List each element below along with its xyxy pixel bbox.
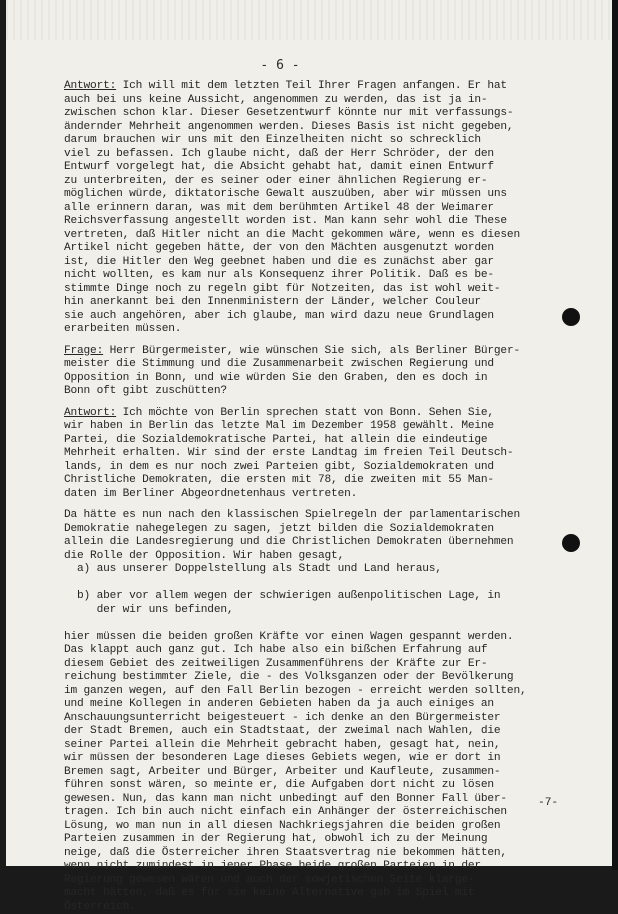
text-content: gewesen. Nun, das kann man nicht unbedingt auf den Bonner Fall über- [64, 793, 507, 805]
text-line [64, 712, 584, 726]
text-line [64, 161, 584, 175]
text-line [64, 420, 584, 434]
text-content: der Stadt Bremen, auch ein Stadtstaat, der zweimal nach Wahlen, die [64, 725, 500, 737]
text-content: Entwurf vorgelegt hat, die Absicht gehabt hat, damit einen Entwurf [64, 161, 494, 173]
speaker-label: Frage: [64, 345, 103, 357]
text-line [64, 617, 584, 631]
text-content: Christliche Demokraten, die ersten mit 78, die zweiten mit 55 Man- [64, 474, 494, 486]
text-content: seiner Partei allein die Mehrheit gebracht haben, gesagt hat, nein, [64, 739, 500, 751]
text-content: wir müssen der besonderen Lage dieses Gebiets wegen, wie er dort in [64, 752, 500, 764]
text-content: zwischen schon klar. Dieser Gesetzentwurf könnte nur mit verfassungs- [64, 107, 513, 119]
text-line [64, 269, 584, 283]
text-line [64, 202, 584, 216]
text-content: auch bei uns keine Aussicht, angenommen zu werden, das ist ja in- [64, 94, 487, 106]
text-content: Österreich. [64, 901, 136, 913]
text-line [64, 766, 584, 780]
text-line [64, 148, 584, 162]
text-content: Lösung, wo man nun in all diesen Nachkriegsjahren die beiden großen [64, 820, 500, 832]
text-content: der wir uns befinden, [64, 604, 233, 616]
text-content: wenn nicht zumindest in jener Phase beide großen Parteien in der [64, 860, 481, 872]
text-content: b) aber vor allem wegen der schwierigen außenpolitischen Lage, in [64, 590, 500, 602]
text-line [64, 310, 584, 324]
text-line [64, 631, 584, 645]
text-line [64, 874, 584, 888]
text-content: Reichsverfassung angestellt worden ist. Man kann sehr wohl die These [64, 215, 507, 227]
text-line [64, 887, 584, 901]
text-line [64, 563, 584, 577]
text-line [64, 461, 584, 475]
text-line [64, 577, 584, 591]
text-line [64, 590, 584, 604]
text-content: stimmte Dinge noch zu regeln gibt für Notzeiten, das ist wohl weit- [64, 283, 500, 295]
text-line [64, 488, 584, 502]
text-line [64, 779, 584, 793]
text-line [64, 793, 584, 807]
text-content: daten im Berliner Abgeordnetenhaus vertreten. [64, 488, 357, 500]
text-content: Ich möchte von Berlin sprechen statt von Bonn. Sehen Sie, [123, 407, 494, 419]
text-content: vertreten, daß Hitler nicht an die Macht gekommen wäre, wenn es diesen [64, 229, 520, 241]
text-line [64, 752, 584, 766]
text-content: hin anerkannt bei den Innenministern der Länder, welcher Couleur [64, 296, 481, 308]
text-line [64, 385, 584, 399]
document-body [64, 80, 584, 914]
text-line [64, 296, 584, 310]
text-content: tragen. Ich bin auch nicht einfach ein Anhänger der österreichischen [64, 806, 507, 818]
text-line [64, 806, 584, 820]
text-content: Das klappt auch ganz gut. Ich habe also ein bißchen Erfahrung auf [64, 644, 487, 656]
text-line [64, 345, 584, 359]
text-content: allein die Landesregierung und die Christlichen Demokraten übernehmen [64, 536, 513, 548]
punch-hole-icon [562, 308, 580, 326]
text-line [64, 604, 584, 618]
text-line [64, 215, 584, 229]
text-content: zu unterbreiten, der es seiner oder einer ähnlichen Regierung er- [64, 175, 487, 187]
text-content: alle erinnern daran, was mit dem berühmten Artikel 48 der Weimarer [64, 202, 494, 214]
paragraph-gap [64, 501, 584, 509]
text-line [64, 229, 584, 243]
text-content: sie auch angehören, aber ich glaube, man wird dazu neue Grundlagen [64, 310, 494, 322]
speaker-label: Antwort: [64, 407, 116, 419]
text-line [64, 523, 584, 537]
text-content: Herr Bürgermeister, wie wünschen Sie sich, als Berliner Bürger- [110, 345, 520, 357]
text-content: lands, in dem es nur noch zwei Parteien gibt, Sozialdemokraten und [64, 461, 494, 473]
text-line [64, 739, 584, 753]
text-content: Bonn oft gibt zuschütten? [64, 385, 227, 397]
text-content: führen sonst wären, so meinte er, die Aufgaben dort nicht zu lösen [64, 779, 494, 791]
text-line [64, 474, 584, 488]
text-line [64, 536, 584, 550]
paragraph-gap [64, 399, 584, 407]
text-line [64, 175, 584, 189]
text-line [64, 509, 584, 523]
text-content: erarbeiten müssen. [64, 323, 181, 335]
text-line [64, 358, 584, 372]
text-content: reichung bestimmter Ziele, die - des Volksganzen oder der Bevölkerung [64, 671, 513, 683]
text-content: hier müssen die beiden großen Kräfte vor einen Wagen gespannt werden. [64, 631, 513, 643]
text-line [64, 323, 584, 337]
text-line [64, 685, 584, 699]
text-content: Anschauungsunterricht beigesteuert - ich denke an den Bürgermeister [64, 712, 500, 724]
text-content: Bremen sagt, Arbeiter und Bürger, Arbeiter und Kaufleute, zusammen- [64, 766, 500, 778]
text-content: Ich will mit dem letzten Teil Ihrer Fragen anfangen. Er hat [123, 80, 507, 92]
text-content: möglichen würde, diktatorische Gewalt auszuüben, aber wir müssen uns [64, 188, 507, 200]
document-page [6, 0, 612, 866]
text-content: viel zu befassen. Ich glaube nicht, daß der Herr Schröder, der den [64, 148, 494, 160]
text-content: a) aus unserer Doppelstellung als Stadt und Land heraus, [64, 563, 442, 575]
text-line [64, 820, 584, 834]
text-line [64, 242, 584, 256]
page-number: - 6 - [250, 58, 310, 73]
text-line [64, 671, 584, 685]
text-content: Opposition in Bonn, und wie würden Sie den Graben, den es doch in [64, 372, 487, 384]
text-content: Parteien zusammen in der Regierung hat, obwohl ich zu der Meinung [64, 833, 487, 845]
text-line [64, 283, 584, 297]
text-content: die Rolle der Opposition. Wir haben gesagt, [64, 550, 344, 562]
text-content: Da hätte es nun nach den klassischen Spielregeln der parlamentarischen [64, 509, 520, 521]
text-content: macht hätten, daß es für sie keine Alternative gab im Spiel mit [64, 887, 474, 899]
text-line [64, 860, 584, 874]
text-content: ändernder Mehrheit angenommen werden. Dieses Basis ist nicht gegeben, [64, 121, 513, 133]
text-line [64, 644, 584, 658]
speaker-label: Antwort: [64, 80, 116, 92]
text-line [64, 434, 584, 448]
text-content: meister die Stimmung und die Zusammenarbeit zwischen Regierung und [64, 358, 494, 370]
next-page-marker: -7- [538, 797, 558, 809]
text-line [64, 107, 584, 121]
text-content: nicht wollten, es kam nur als Konsequenz ihrer Politik. Daß es be- [64, 269, 494, 281]
text-content: darum brauchen wir uns mit den Einzelheiten nicht so schrecklich [64, 134, 481, 146]
text-line [64, 447, 584, 461]
text-content: Partei, die Sozialdemokratische Partei, hat allein die eindeutige [64, 434, 487, 446]
text-line [64, 698, 584, 712]
text-line [64, 188, 584, 202]
scan-border [612, 0, 618, 870]
text-content: ist, die Hitler den Weg geebnet haben und die es zunächst aber gar [64, 256, 494, 268]
text-line [64, 134, 584, 148]
text-line [64, 256, 584, 270]
text-line [64, 94, 584, 108]
text-line [64, 121, 584, 135]
text-content: diesem Gebiet des zeitweiligen Zusammenführens der Kräfte zur Er- [64, 658, 487, 670]
text-content: Demokratie nahegelegen zu sagen, jetzt bilden die Sozialdemokraten [64, 523, 494, 535]
text-content: neige, daß die Österreicher ihren Staatsvertrag nie bekommen hätten, [64, 847, 507, 859]
text-line [64, 80, 584, 94]
punch-hole-icon [562, 534, 580, 552]
text-line [64, 372, 584, 386]
text-line [64, 550, 584, 564]
text-line [64, 833, 584, 847]
scan-noise [6, 0, 612, 40]
text-line [64, 725, 584, 739]
text-line [64, 847, 584, 861]
text-content: Regierung gewesen wären und auch der sowjetischen Seite klarge- [64, 874, 474, 886]
paragraph-gap [64, 337, 584, 345]
text-content: und meine Kollegen in anderen Gebieten haben da ja auch einiges an [64, 698, 494, 710]
text-content: im ganzen wegen, auf den Fall Berlin bezogen - erreicht werden sollten, [64, 685, 526, 697]
text-line [64, 658, 584, 672]
text-line [64, 407, 584, 421]
text-content: wir haben in Berlin das letzte Mal im Dezember 1958 gewählt. Meine [64, 420, 494, 432]
text-content: Mehrheit erhalten. Wir sind der erste Landtag im freien Teil Deutsch- [64, 447, 513, 459]
text-content: Artikel nicht gegeben hätte, der von den Mächten ausgenutzt worden [64, 242, 494, 254]
text-line [64, 901, 584, 914]
